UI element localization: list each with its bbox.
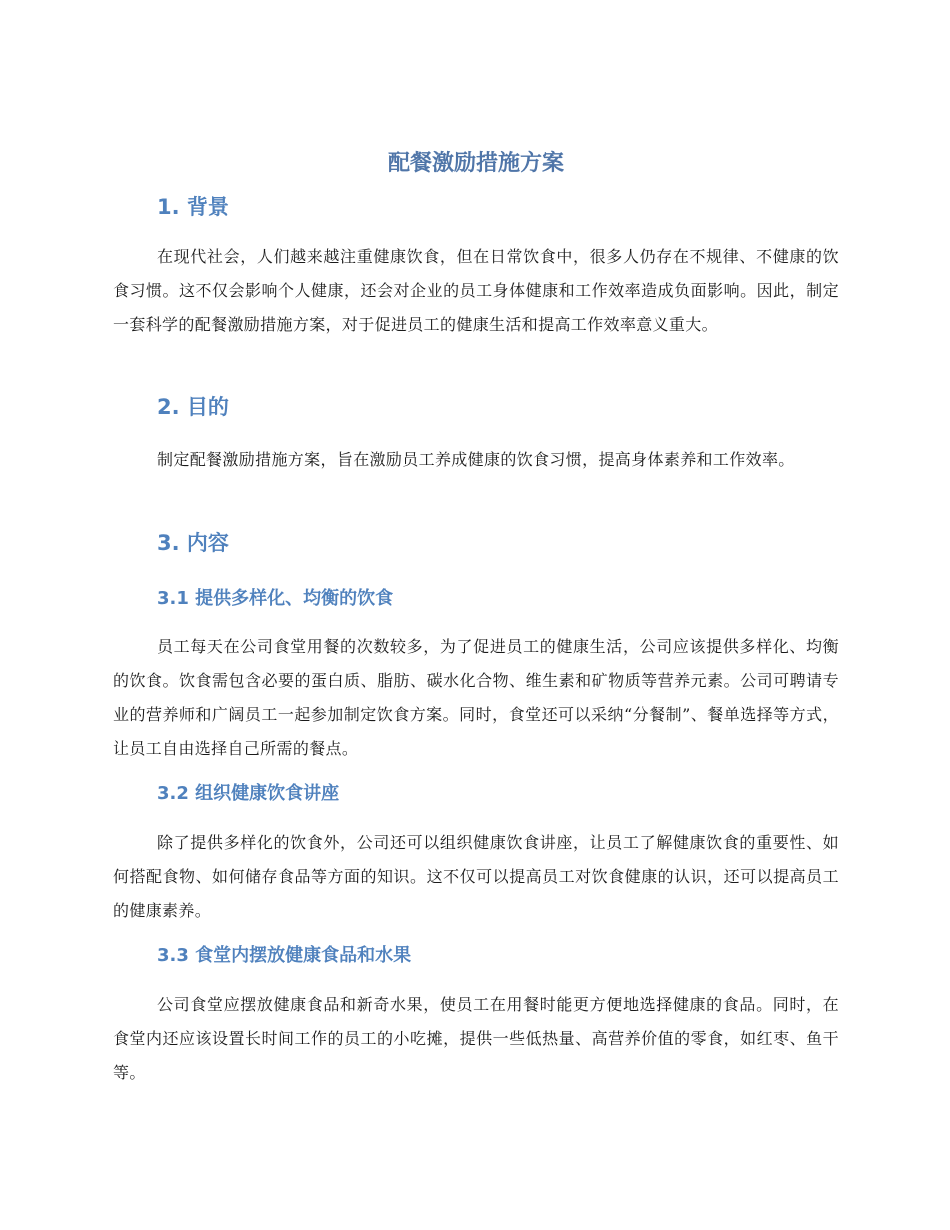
subsection-paragraph-healthy-food: 公司食堂应摆放健康食品和新奇水果，使员工在用餐时能更方便地选择健康的食品。同时，在食堂内还应该设置长时间工作的员工的小吃摊，提供一些低热量、高营养价值的零食，如红枣、鱼干等。 xyxy=(113,995,839,1082)
section-heading-content: 3. 内容 xyxy=(157,531,229,555)
subsection-heading-healthy-food: 3.3 食堂内摆放健康食品和水果 xyxy=(157,945,412,966)
subsection-heading-diverse-diet: 3.1 提供多样化、均衡的饮食 xyxy=(157,588,394,609)
section-heading-purpose: 2. 目的 xyxy=(157,395,229,419)
subsection-paragraph-diverse-diet: 员工每天在公司食堂用餐的次数较多，为了促进员工的健康生活，公司应该提供多样化、均衡的饮食。饮食需包含必要的蛋白质、脂肪、碳水化合物、维生素和矿物质等营养元素。公司可聘请专业的营养师和广阔员工一起参加制定饮食方案。同时，食堂还可以采纳“分餐制”、餐单选择等方式，让员工自由选择自己所需的餐点。 xyxy=(113,637,839,758)
subsection-heading-lectures: 3.2 组织健康饮食讲座 xyxy=(157,783,340,804)
document-title: 配餐激励措施方案 xyxy=(387,151,564,176)
subsection-paragraph-lectures: 除了提供多样化的饮食外，公司还可以组织健康饮食讲座，让员工了解健康饮食的重要性、如何搭配食物、如何储存食品等方面的知识。这不仅可以提高员工对饮食健康的认识，还可以提高员工的健康素养。 xyxy=(113,833,839,920)
section-heading-background: 1. 背景 xyxy=(157,195,229,219)
section-paragraph-background: 在现代社会，人们越来越注重健康饮食，但在日常饮食中，很多人仍存在不规律、不健康的饮食习惯。这不仅会影响个人健康，还会对企业的员工身体健康和工作效率造成负面影响。因此，制定一套科学的配餐激励措施方案，对于促进员工的健康生活和提高工作效率意义重大。 xyxy=(113,247,839,334)
section-paragraph-purpose: 制定配餐激励措施方案，旨在激励员工养成健康的饮食习惯，提高身体素养和工作效率。 xyxy=(157,450,795,469)
